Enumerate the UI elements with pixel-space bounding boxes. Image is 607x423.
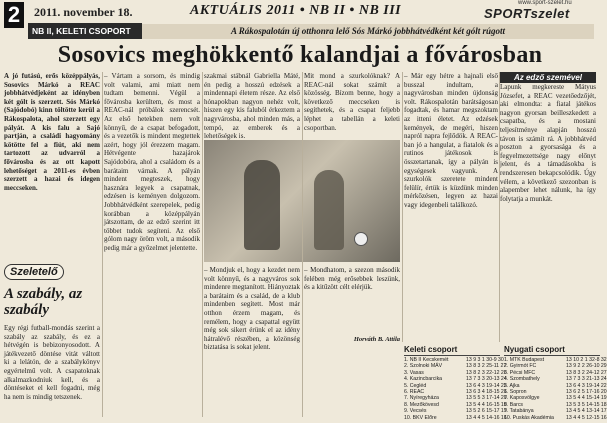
column-tag: Szeletelő bbox=[4, 264, 64, 280]
team-name: 3. Vasas bbox=[404, 369, 424, 376]
column-divider bbox=[102, 72, 103, 417]
team-stats: 13 7 3 3 21-13 24 bbox=[566, 376, 607, 383]
section-title: AKTUÁLIS 2011 • NB II • NB III bbox=[190, 3, 402, 18]
headline: Sosovics meghökkentő kalandjai a fővárosban bbox=[57, 42, 543, 68]
team-stats: 13 6 3 4 18-15 21 bbox=[466, 389, 507, 396]
team-stats: 13 4 4 5 12-15 16 bbox=[566, 414, 607, 421]
article-column-4b: – Mondhatom, a szezon második felében még erősebbek leszünk, és a kitűzött célt elérjük. bbox=[304, 266, 400, 292]
team-name: 3. Pécsi MFC bbox=[504, 369, 536, 376]
article-column-3b: – Mondjuk el, hogy a kezdet nem volt könnyű, és a nagyváros sok mindenre megtanított. Hiányoztak a barátaim és a család, de a klub mindenben segített. Most már otthon érzem magam, és remélem, hogy a csapattal együtt még sok sikert érünk el az idény hátralévő részében, a közönség biztatása is sokat jelent. bbox=[204, 266, 300, 352]
team-name: 1. NB II Kecskemét bbox=[404, 357, 449, 363]
column-text: Egy régi futball-mondás szerint a szabály az szabály, és ez a hétvégén is bebizonyosodott. A játékvezető döntése vitát váltott ki a lelátón, de a szabálykönyv egyértelmű volt. A csapatoknak alkalmazkodniuk kell, és a döntéseket el kell fogadni, még ha nem is mindig tetszenek. bbox=[4, 324, 100, 401]
column-box bbox=[4, 262, 100, 420]
team-stats: 13 4 4 5 14-16 16 bbox=[466, 414, 507, 421]
column-divider bbox=[402, 72, 403, 342]
table-title: Nyugati csoport bbox=[504, 345, 600, 356]
team-stats: 13 5 4 4 15-14 19 bbox=[566, 395, 607, 402]
team-stats: 13 10 2 1 32-8 32 bbox=[566, 357, 607, 363]
article-column-3: szakmai stábnál Gabriella Máté, én pedig a hosszú edzések a mindennapi életem része. Az első hónapokban nagyon nehéz volt, hiszen egy kis faluból érkeztem a nagyvárosba, ahol minden más, a tempó, az emberek és a lehetőségek is. bbox=[204, 72, 300, 141]
group-label: NB II, KELETI CSOPORT bbox=[28, 23, 142, 39]
column-title: A szabály, az szabály bbox=[4, 286, 83, 318]
top-bar bbox=[0, 0, 600, 27]
team-stats: 13 8 3 2 25-11 27 bbox=[466, 363, 507, 370]
byline: Horváth B. Attila bbox=[353, 336, 400, 343]
team-name: 10. BKV Előre bbox=[404, 414, 437, 421]
team-name: 6. Sopron bbox=[504, 389, 527, 396]
article-column-5: – Már egy hétre a hajnali első busszal indultam, a nagyvárosban minden újdonság volt. Rákospalotán barátságosan fogadtak, és hamar megszoktam az itteni életet. Az edzések kemények, de megéri, hiszen napról napra fejlődök. A REAC-ban jó a hangulat, a fiatalok és a rutinos játékosok is összetartanak, így a pályán is egységesek vagyunk. A szurkolók szeretete mindent felülír, értük is küzdünk minden mérkőzésen, legyen az hazai vagy idegenbeli találkozó. bbox=[404, 72, 498, 209]
team-name: 7. Kaposvölgye bbox=[504, 395, 540, 402]
logo-url: www.sport-szelet.hu bbox=[518, 0, 572, 6]
team-stats: 13 5 2 6 15-17 17 bbox=[466, 408, 507, 415]
issue-date: 2011. november 18. bbox=[34, 5, 133, 19]
kicker: A Rákospalotán új otthonra lelő Sós Márkó jobbhátvédként két gólt rúgott bbox=[142, 24, 594, 39]
column-divider bbox=[499, 72, 500, 342]
team-stats: 13 9 3 1 30-9 30 bbox=[466, 357, 504, 363]
team-name: 4. Kazincbarcika bbox=[404, 376, 443, 383]
team-stats: 13 6 4 3 19-14 22 bbox=[466, 382, 507, 389]
photo-figure bbox=[314, 170, 344, 250]
standings-tables bbox=[400, 345, 607, 423]
coach-sidebar bbox=[500, 72, 596, 342]
page-number: 2 bbox=[4, 2, 24, 28]
sidebar-text: Lapunk megkereste Mátyus Józsefet, a REAC vezetőedzőjét, aki elmondta: a fiatal játékos nagyon gyorsan beilleszkedett a csapatba, és a mostani teljesítménye alapján hosszú távon is számít rá. A jobbhátvéd poszton a gyorsasága és a fegyelmezettsége nagy előnyt jelent, és a támadásokba is rendszeresen bekapcsolódik. Úgy vélem, a következő szezonban is alapember lehet nálunk, ha így folytatja a munkát. bbox=[500, 83, 596, 203]
team-name: 5. Cegléd bbox=[404, 382, 427, 389]
column-divider bbox=[202, 72, 203, 417]
team-stats: 13 5 3 5 14-15 18 bbox=[566, 401, 607, 408]
team-name: 2. Gyirmót FC bbox=[504, 363, 537, 370]
team-name: 9. Tatabánya bbox=[504, 408, 534, 415]
table-title: Keleti csoport bbox=[404, 345, 500, 356]
team-stats: 13 9 2 2 26-10 29 bbox=[566, 363, 607, 370]
article-column-4: Mit mond a szurkolóknak? A REAC-nál sokat számít a közösség. Bízom benne, hogy a következő meccseken is segíthetek, és a csapat feljebb léphet a tabellán a keleti csoportban. bbox=[304, 72, 400, 132]
team-stats: 13 8 3 2 24-12 27 bbox=[566, 369, 607, 376]
team-stats: 13 6 4 3 19-14 22 bbox=[566, 382, 607, 389]
table-row bbox=[504, 414, 607, 421]
team-name: 7. Nyíregyháza bbox=[404, 395, 439, 402]
football-icon bbox=[354, 232, 368, 246]
column-divider bbox=[302, 72, 303, 417]
team-stats: 13 5 4 4 16-15 19 bbox=[466, 401, 507, 408]
table-east bbox=[404, 345, 507, 421]
team-name: 2. Szolnoki MÁV bbox=[404, 363, 443, 370]
team-stats: 13 8 2 3 22-12 26 bbox=[466, 369, 507, 376]
team-name: 5. Ajka bbox=[504, 382, 520, 389]
team-name: 10. Puskás Akadémia bbox=[504, 414, 554, 421]
team-stats: 13 6 2 5 17-16 20 bbox=[566, 389, 607, 396]
sportszelet-logo bbox=[478, 0, 596, 22]
team-stats: 13 4 5 4 13-14 17 bbox=[566, 408, 607, 415]
table-west bbox=[504, 345, 607, 421]
table-row bbox=[404, 414, 507, 421]
team-stats: 13 7 3 3 20-13 24 bbox=[466, 376, 507, 383]
team-stats: 13 5 5 3 17-14 20 bbox=[466, 395, 507, 402]
team-name: 9. Vecsés bbox=[404, 408, 427, 415]
lead-paragraph: A jó futású, erős középpályás, Sosovics Márkó a REAC jobbhátvédjeként az idényben két gólt is szerzett. Sós Márkó (Sajódobó) kinn töltötte kerül a Rákospalota, ahol szerzett egy pályát. A kis falu a Sajó partján, a családi hagyomány kötötte fel a fiút, aki nem tartozott az udvarról a fővárosba és az ott kapott lehetőséget a 2011-es évben szerzett a hazai és idegen meccseken. bbox=[4, 72, 100, 192]
team-name: 8. Mezőkövesd bbox=[404, 401, 439, 408]
logo-wordmark: SPORTszelet bbox=[484, 6, 570, 21]
team-name: 1. MTK Budapest bbox=[504, 357, 545, 363]
photo-figure bbox=[244, 160, 280, 250]
article-column-2: – Vártam a sorsom, és mindig volt valami, ami miatt nem tudtam bemenni. Végül a fővárosba kerültem, és most a REAC-nál próbálok szerencsét. Az első hetekben nem volt könnyű, de a csapat befogadott, és a vezetők is mindent megtettek azért, hogy jól érezzem magam. Hétvégente hazajárok Sajódobóra, ahol a családom és a barátaim várnak. A pályán mindent megteszek, hogy hasznára legyek a csapatnak, edzésen is keményen dolgozom. Jobbhátvédként szerepelek, pedig korábban a középpályán játszottam, de az edző szerint itt többet tudok segíteni. Az első gólom nagy öröm volt, a második pedig már a győzelmet jelentette. bbox=[104, 72, 200, 252]
team-name: 6. REAC bbox=[404, 389, 425, 396]
sidebar-title: Az edző szemével bbox=[500, 72, 596, 83]
team-name: 8. Barcs bbox=[504, 401, 524, 408]
team-name: 4. Szombathely bbox=[504, 376, 540, 383]
